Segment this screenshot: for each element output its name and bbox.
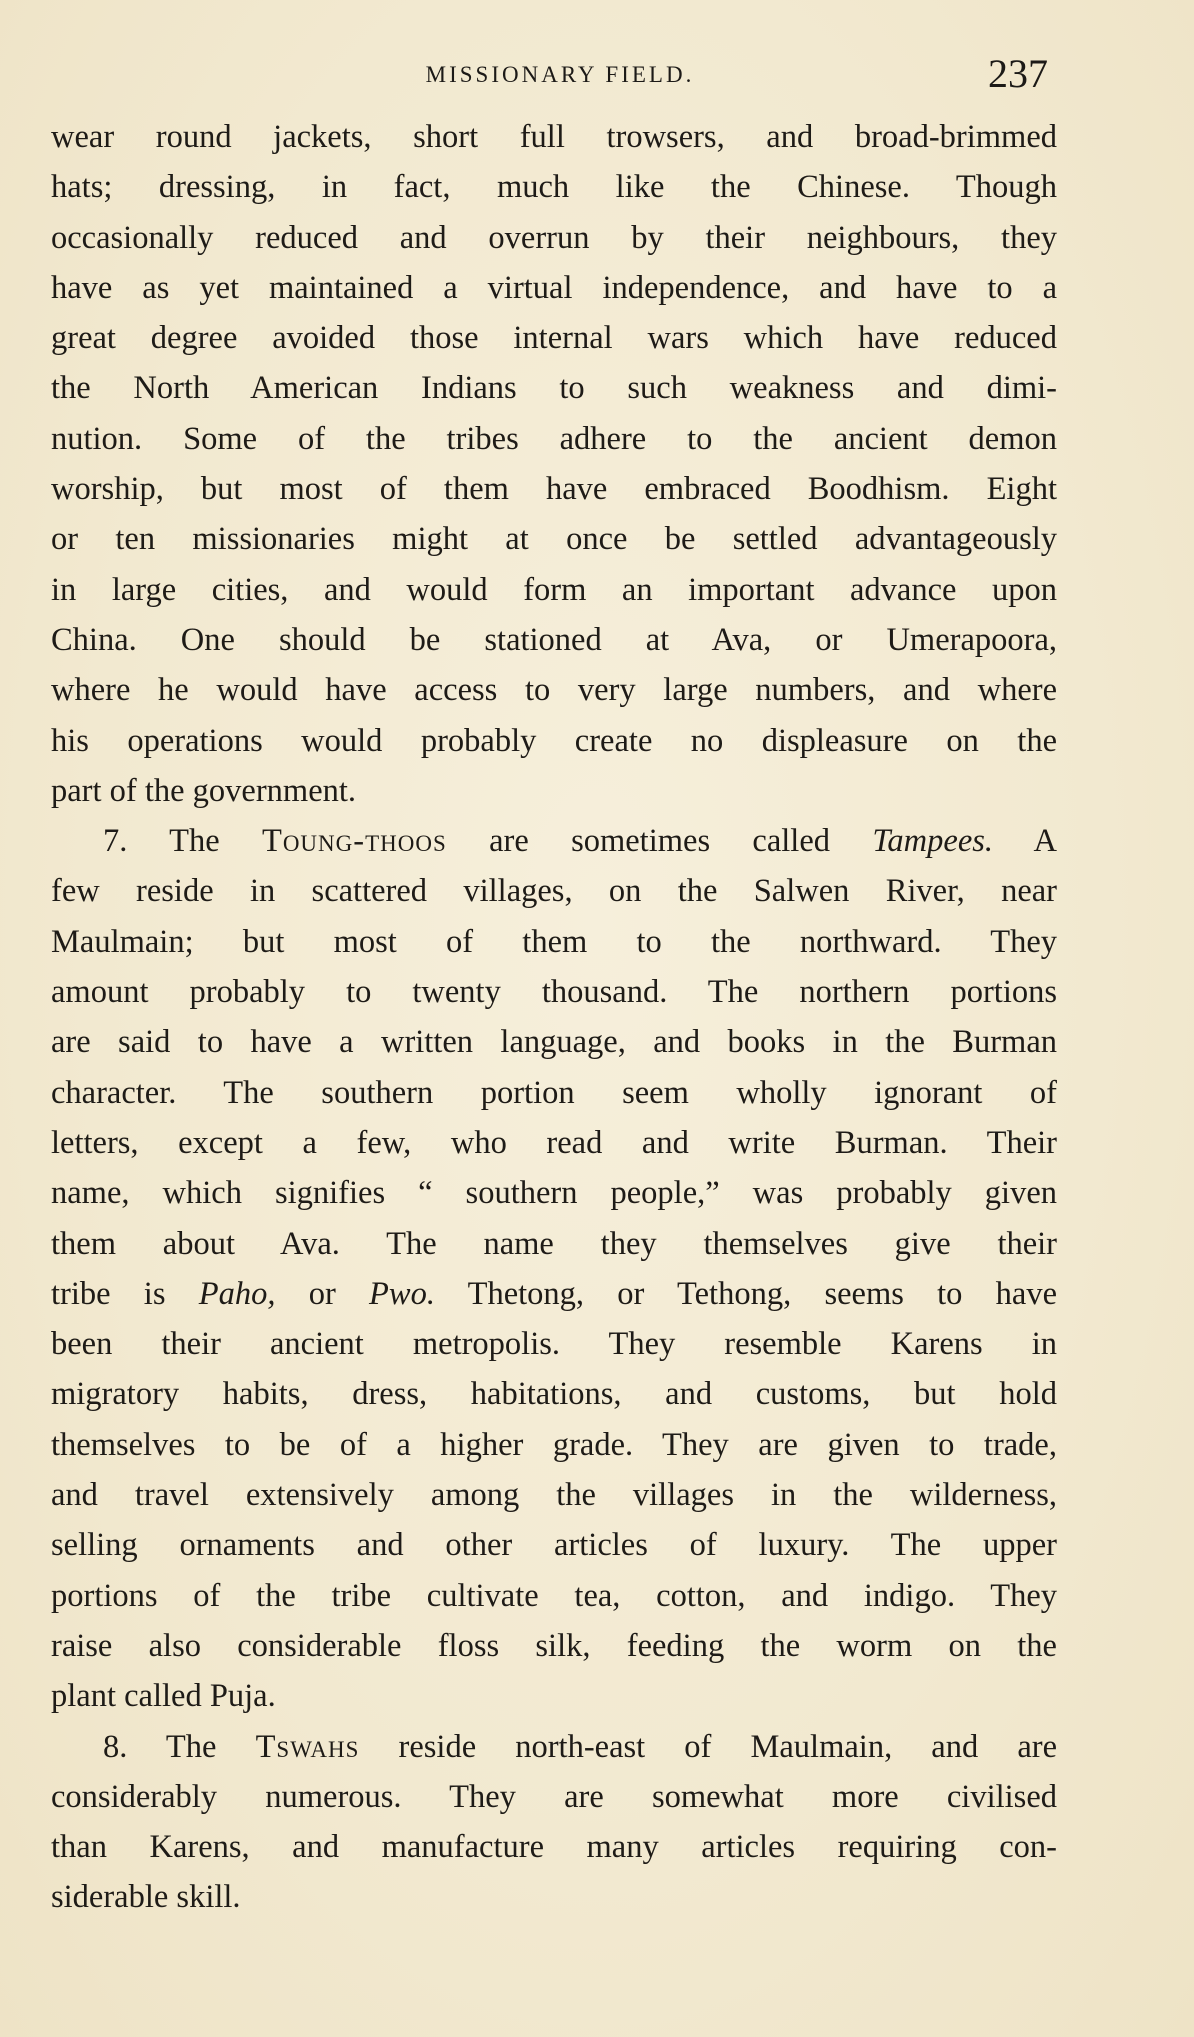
- text-line: few reside in scattered villages, on the Salwen River, near: [51, 873, 1057, 910]
- text-line: wear round jackets, short full trowsers, and broad-brimmed: [51, 119, 1057, 155]
- text-run: are sometimes called: [489, 823, 830, 860]
- text-line: in large cities, and would form an important advance upon: [51, 571, 1057, 608]
- text-run: A: [1033, 823, 1058, 860]
- text-line: have as yet maintained a virtual independence, and have to a: [51, 269, 1057, 306]
- text-line: where he would have access to very large numbers, and where: [51, 672, 1057, 709]
- text-run: tribe is: [51, 1275, 166, 1312]
- text-line: great degree avoided those internal wars which have reduced: [51, 320, 1057, 357]
- text-line: and travel extensively among the villages in the wilderness,: [51, 1477, 1057, 1514]
- page-number: 237: [988, 51, 1048, 96]
- text-run: The: [169, 823, 220, 860]
- text-line: or ten missionaries might at once be settled advantageously: [51, 521, 1057, 558]
- text-line: siderable skill.: [51, 1879, 241, 1916]
- body-text: [51, 112, 1057, 1923]
- text-line: letters, except a few, who read and write Burman. Their: [51, 1124, 1057, 1161]
- text-line: selling ornaments and other articles of luxury. The upper: [51, 1527, 1057, 1564]
- text-line: China. One should be stationed at Ava, or Umerapoora,: [51, 621, 1057, 658]
- text-line: plant called Puja.: [51, 1678, 276, 1715]
- text-line: part of the government.: [51, 772, 357, 809]
- text-line: [51, 1269, 1057, 1319]
- text-line: amount probably to twenty thousand. The northern portions: [51, 974, 1057, 1011]
- text-line: his operations would probably create no displeasure on the: [51, 722, 1057, 759]
- text-line: name, which signifies “ southern people,” was probably given: [51, 1175, 1057, 1212]
- tribe-name-smallcaps: Toung-thoos: [261, 823, 447, 860]
- text-line: worship, but most of them have embraced Boodhism. Eight: [51, 471, 1057, 508]
- text-line: character. The southern portion seem wholly ignorant of: [51, 1074, 1057, 1111]
- text-line: raise also considerable floss silk, feeding the worm on the: [51, 1627, 1057, 1664]
- italic-term: Paho,: [198, 1275, 276, 1312]
- paragraph-start-line: [51, 816, 1057, 866]
- text-line: nution. Some of the tribes adhere to the ancient demon: [51, 420, 1057, 457]
- text-line: hats; dressing, in fact, much like the Chinese. Though: [51, 169, 1057, 206]
- text-run: reside north-east of Maulmain, and are: [398, 1728, 1058, 1765]
- text-line: considerably numerous. They are somewhat more civilised: [51, 1778, 1057, 1815]
- text-run: Thetong, or Tethong, seems to have: [467, 1275, 1058, 1312]
- text-line: the North American Indians to such weakness and dimi-: [51, 370, 1057, 407]
- text-line: them about Ava. The name they themselves give their: [51, 1225, 1057, 1262]
- running-head: MISSIONARY FIELD.: [425, 62, 695, 87]
- text-line: than Karens, and manufacture many articles requiring con-: [51, 1829, 1057, 1866]
- text-line: been their ancient metropolis. They resemble Karens in: [51, 1326, 1057, 1363]
- paragraph-start-line: [51, 1722, 1057, 1772]
- text-line: migratory habits, dress, habitations, and customs, but hold: [51, 1376, 1057, 1413]
- text-line: are said to have a written language, and books in the Burman: [51, 1024, 1057, 1061]
- text-line: occasionally reduced and overrun by their neighbours, they: [51, 219, 1057, 256]
- section-number: 8.: [103, 1728, 128, 1765]
- text-line: portions of the tribe cultivate tea, cotton, and indigo. They: [51, 1577, 1057, 1614]
- text-line: themselves to be of a higher grade. They are given to trade,: [51, 1426, 1057, 1463]
- section-number: 7.: [103, 823, 128, 860]
- page-header: [60, 50, 1060, 100]
- text-run: or: [308, 1275, 336, 1312]
- text-line: Maulmain; but most of them to the northward. They: [51, 923, 1057, 960]
- italic-term: Tampees.: [872, 823, 994, 860]
- tribe-name-smallcaps: Tswahs: [255, 1728, 360, 1765]
- text-run: The: [165, 1728, 217, 1765]
- italic-term: Pwo.: [369, 1275, 435, 1312]
